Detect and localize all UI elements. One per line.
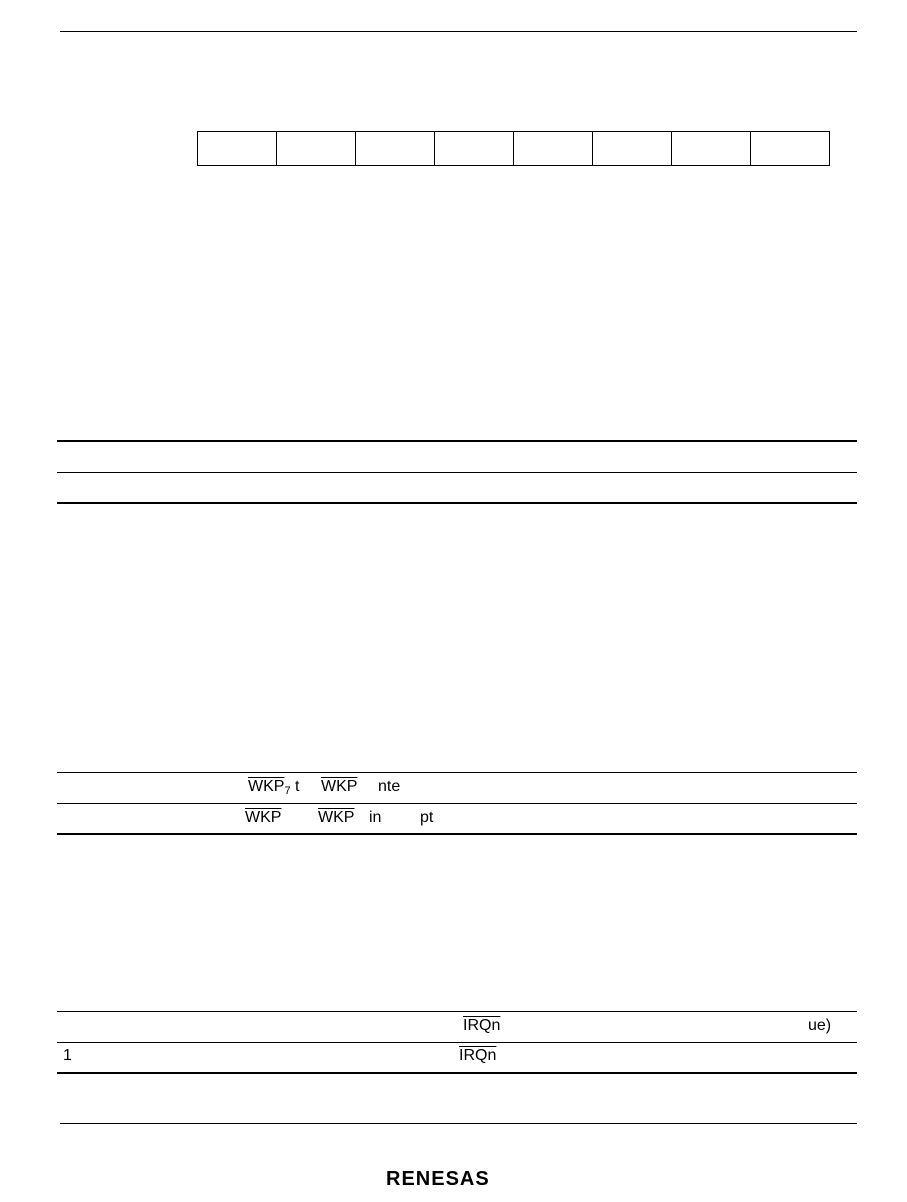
table2-top-rule [57, 772, 857, 773]
bit-cell [593, 132, 672, 166]
irq-signal: IRQn [463, 1017, 501, 1034]
table2-row2-cell [420, 808, 433, 828]
table2-row1-cell [378, 777, 400, 797]
table3-row2-cell [459, 1046, 496, 1066]
table3-row2-cell [63, 1046, 72, 1066]
table2-row2-cell [369, 808, 381, 828]
bit-cell [356, 132, 435, 166]
row-value: 1 [63, 1047, 72, 1064]
table3-top-rule [57, 1011, 857, 1012]
bit-cell [198, 132, 277, 166]
table1-bottom-rule [57, 502, 857, 504]
wkp-signal: $\overline{WKP}$ [245, 809, 282, 826]
irq-signal: IRQn [459, 1047, 497, 1064]
header-rule [60, 31, 857, 32]
renesas-logo: RENESAS [386, 1168, 490, 1190]
wkp-signal: $\overline{WKP}$ [321, 778, 358, 795]
table2-mid-rule [57, 803, 857, 804]
table2-row2-cell [245, 808, 281, 828]
footer-rule [60, 1123, 857, 1124]
row-word: nte [378, 778, 401, 795]
table2-row1-cell [248, 777, 299, 801]
wkp-signal: $\overline{WKP}$ [248, 778, 285, 795]
table2-row2-cell [318, 808, 354, 828]
row-word: ue) [808, 1017, 832, 1034]
bit-cell [514, 132, 593, 166]
table2-bottom-rule [57, 833, 857, 835]
table3-row1-cell [808, 1016, 831, 1036]
register-bit-table [197, 131, 830, 166]
bit-cell [277, 132, 356, 166]
bit-cell [435, 132, 514, 166]
bit-cell [751, 132, 830, 166]
row-word: t [295, 778, 300, 795]
row-word: in [369, 809, 382, 826]
row-word: pt [420, 809, 434, 826]
table1-top-rule [57, 440, 857, 442]
bit-cell [672, 132, 751, 166]
table3-mid-rule [57, 1042, 857, 1043]
wkp-subscript: 7 [284, 785, 291, 797]
table3-bottom-rule [57, 1072, 857, 1074]
table3-row1-cell [463, 1016, 500, 1036]
register-bit-row [198, 132, 830, 166]
table2-row1-cell [321, 777, 357, 797]
wkp-signal: $\overline{WKP}$ [318, 809, 355, 826]
table1-mid-rule [57, 472, 857, 473]
